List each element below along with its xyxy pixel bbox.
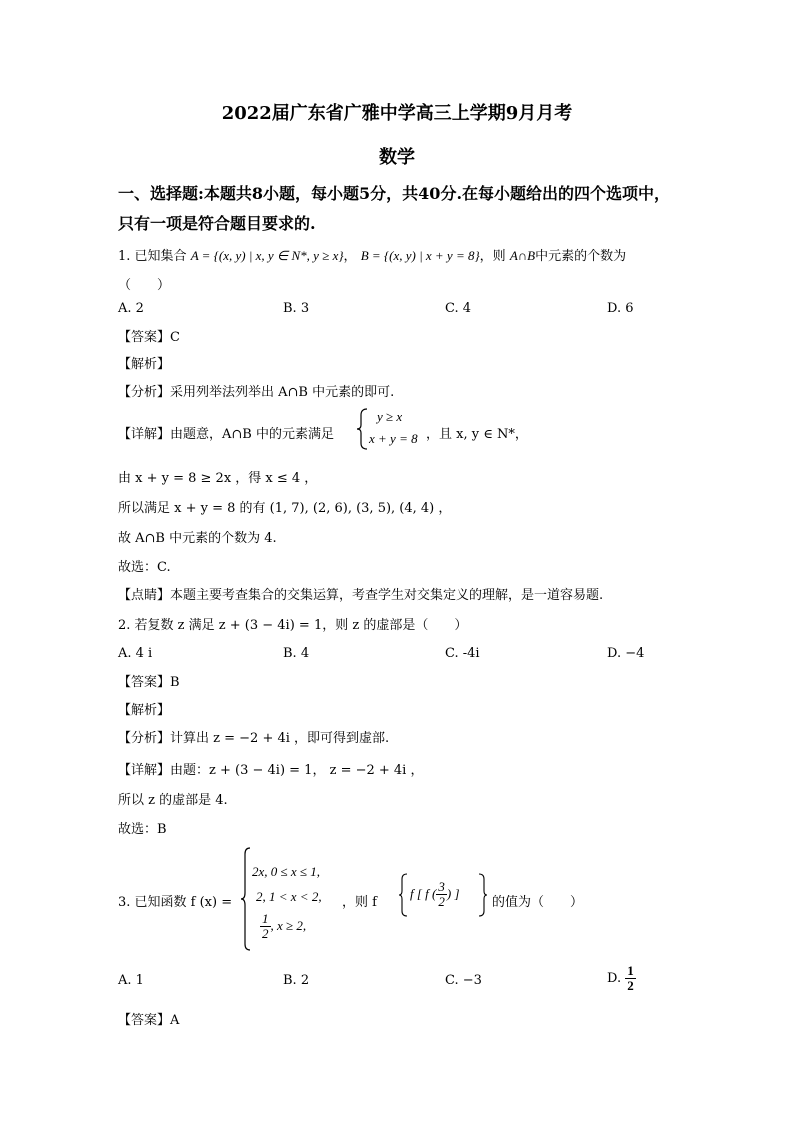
- q2-option-d: D. −4: [607, 646, 645, 661]
- q1-line4: 故 A∩B 中元素的个数为 4.: [118, 531, 277, 546]
- q3-case3-num: 1: [262, 911, 269, 926]
- xiangjie-tag: 【详解】: [118, 427, 171, 442]
- q3-stem-b: ，则 f: [342, 895, 377, 910]
- subject-title: 数学: [379, 147, 415, 168]
- q3-option-d-label: D.: [607, 971, 622, 986]
- q1-xiangjie-b: ，且 x, y ∈ N*，: [426, 427, 528, 442]
- q2-line3: 故选：B: [118, 822, 167, 837]
- q3-option-d: [607, 964, 636, 993]
- q1-fenxi: [118, 381, 394, 400]
- q3-inner: [410, 880, 460, 909]
- q1-answer: [118, 326, 180, 345]
- q1-option-a: A. 2: [118, 301, 144, 316]
- q2-analysis-tag: 【解析】: [118, 703, 171, 718]
- q2-fenxi: [118, 727, 389, 746]
- q1-analysis-tag: 【解析】: [118, 357, 171, 372]
- q1-ab: A∩B: [509, 248, 536, 263]
- q1-stem-c: 中元素的个数为: [535, 249, 627, 264]
- answer-tag: 【答案】: [118, 330, 171, 345]
- q1-stem-b: ，则: [479, 249, 506, 264]
- q3-inner-open: f [ f (: [410, 886, 437, 901]
- q1-option-c: C. 4: [445, 301, 472, 316]
- q1-line5: 故选：C.: [118, 560, 171, 575]
- q3-answer: [118, 1009, 179, 1028]
- q3-case3-fraction: [260, 912, 271, 941]
- q3-option-b: B. 2: [283, 973, 310, 988]
- q3-answer-value: A: [170, 1013, 180, 1028]
- q3-case1: 2x, 0 ≤ x ≤ 1,: [252, 864, 321, 879]
- xiangjie-tag: 【详解】: [118, 763, 171, 778]
- q1-fenxi-text: 采用列举法列举出 A∩B 中元素的即可.: [170, 385, 395, 400]
- page-title: 2022届广东省广雅中学高三上学期9月月考: [221, 103, 573, 124]
- answer-tag: 【答案】: [118, 675, 171, 690]
- q3-stem-c: 的值为（ ）: [492, 895, 584, 910]
- q1-line2: 由 x + y = 8 ≥ 2x ，得 x ≤ 4 ，: [118, 471, 318, 486]
- q3-option-c: C. −3: [445, 973, 482, 988]
- q2-line2: 所以 z 的虚部是 4.: [118, 793, 228, 808]
- right-brace-icon: [478, 872, 488, 918]
- dianjing-tag: 【点睛】: [118, 588, 171, 603]
- q2-option-a: A. 4 i: [118, 646, 153, 661]
- q1-paren: （ ）: [118, 278, 171, 293]
- q2-stem: 2. 若复数 z 满足 z + (3 − 4i) = 1，则 z 的虚部是（ ）: [118, 618, 468, 633]
- q1-dianjing-text: 本题主要考查集合的交集运算，考查学生对交集定义的理解，是一道容易题.: [170, 588, 604, 603]
- q3-option-d-fraction: [625, 964, 636, 993]
- q3-case3-den: 2: [262, 926, 269, 941]
- q1-set-a: A = {(x, y) | x, y ∈ N*, y ≥ x}: [190, 248, 344, 263]
- q1-option-b: B. 3: [283, 301, 310, 316]
- q3-inner-num: 3: [438, 879, 445, 894]
- q2-answer: [118, 671, 180, 690]
- q3-option-d-num: 1: [627, 963, 634, 978]
- q1-stem-a: 1. 已知集合: [118, 249, 187, 264]
- q3-inner-fraction: [436, 880, 447, 909]
- fenxi-tag: 【分析】: [118, 731, 171, 746]
- q1-sys-bottom: x + y = 8: [369, 431, 418, 446]
- q3-option-a: A. 1: [118, 973, 144, 988]
- q3-case3-tail: , x ≥ 2,: [270, 918, 307, 933]
- q1-xiangjie: [118, 423, 334, 442]
- fenxi-tag: 【分析】: [118, 385, 171, 400]
- q1-sep: ，: [343, 249, 357, 264]
- q1-xiangjie-a: 由题意，A∩B 中的元素满足: [170, 427, 334, 442]
- q1-answer-value: C: [170, 330, 180, 345]
- q1-option-d: D. 6: [607, 301, 634, 316]
- q2-option-c: C. -4i: [445, 646, 480, 661]
- left-brace-icon: [398, 872, 408, 918]
- q1-line3: 所以满足 x + y = 8 的有 (1, 7), (2, 6), (3, 5), (4, 4) ，: [118, 501, 452, 516]
- q3-case3: [260, 912, 306, 941]
- q1-stem: [118, 245, 626, 264]
- q1-dianjing: [118, 584, 603, 603]
- q2-xiangjie: [118, 759, 423, 778]
- q1-set-b: B = {(x, y) | x + y = 8}: [360, 248, 480, 263]
- q3-case2: 2, 1 < x < 2,: [256, 889, 322, 904]
- q3-piecewise: [240, 846, 340, 954]
- q3-stem-a: 3. 已知函数 f (x) =: [118, 895, 233, 910]
- q3-inner-expr: [398, 872, 488, 922]
- q2-answer-value: B: [170, 675, 180, 690]
- q2-fenxi-text: 计算出 z = −2 + 4i ，即可得到虚部.: [170, 731, 390, 746]
- answer-tag: 【答案】: [118, 1013, 171, 1028]
- q3-inner-close: ) ]: [446, 886, 460, 901]
- q3-option-d-den: 2: [627, 978, 634, 993]
- q2-xiangjie-text: 由题：z + (3 − 4i) = 1， z = −2 + 4i ，: [170, 763, 424, 778]
- section-header-line-2: 只有一项是符合题目要求的.: [118, 214, 316, 233]
- q2-option-b: B. 4: [283, 646, 310, 661]
- q1-sys-top: y ≥ x: [377, 409, 403, 424]
- brace-icon: [355, 407, 369, 451]
- section-header-line-1: 一、选择题:本题共8小题，每小题5分，共40分.在每小题给出的四个选项中，: [118, 184, 671, 203]
- q3-inner-den: 2: [438, 894, 445, 909]
- brace-icon: [240, 846, 252, 952]
